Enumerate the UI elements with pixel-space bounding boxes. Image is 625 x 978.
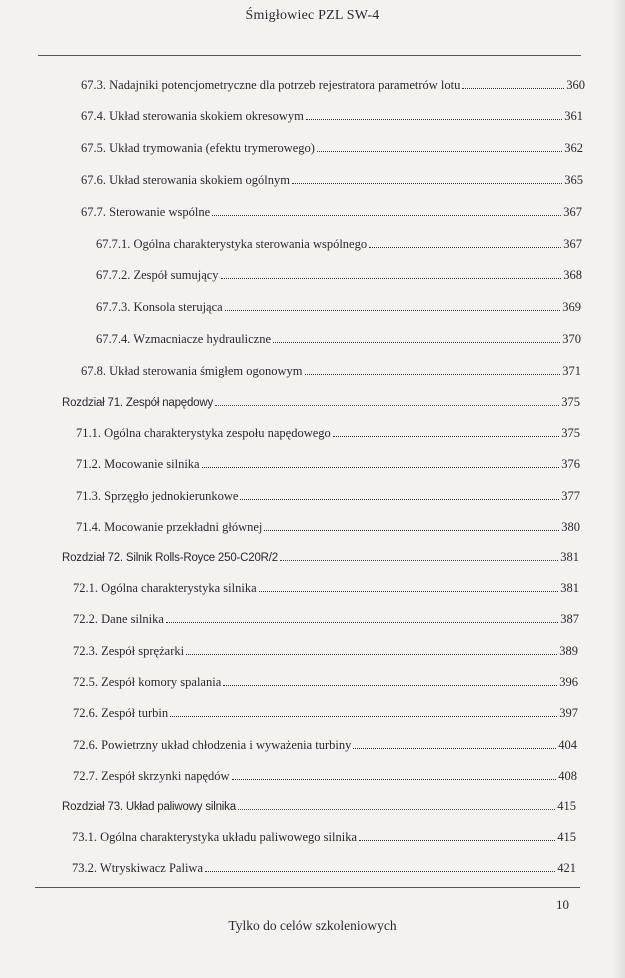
toc-entry-page: 367	[563, 205, 582, 219]
toc-entry-title: 73.1. Ogólna charakterystyka układu paliwowego silnika	[72, 830, 357, 844]
toc-entry-page: 367	[563, 237, 582, 251]
toc-entry-page: 375	[561, 395, 580, 409]
toc-entry	[73, 705, 578, 721]
toc-entry-page: 380	[561, 520, 580, 534]
toc-entry	[72, 829, 576, 845]
page-number: 10	[556, 897, 569, 912]
toc-chapter-entry	[62, 798, 576, 814]
toc-entry-title: 67.5. Układ trymowania (efektu trymerowego)	[81, 141, 315, 155]
dot-leader	[240, 488, 559, 500]
toc-entry	[81, 140, 583, 156]
toc-entry-title: 71.2. Mocowanie silnika	[76, 457, 200, 471]
toc-entry	[81, 204, 582, 220]
dot-leader	[292, 172, 562, 184]
toc-entry-title: 71.1. Ogólna charakterystyka zespołu napędowego	[76, 426, 331, 440]
toc-entry-title: 72.5. Zespół komory spalania	[73, 675, 222, 689]
page-header: Śmigłowiec PZL SW-4	[245, 8, 380, 23]
toc-entry-page: 415	[557, 799, 576, 813]
toc-entry-title: 67.7.3. Konsola sterująca	[96, 300, 223, 314]
dot-leader	[221, 267, 562, 279]
toc-entry	[96, 331, 581, 347]
dot-leader	[170, 705, 557, 717]
dot-leader	[166, 611, 558, 623]
toc-entry-page: 361	[564, 109, 583, 123]
toc-entry-title: 71.3. Sprzęgło jednokierunkowe	[76, 489, 239, 503]
toc-entry-page: 389	[559, 644, 578, 658]
toc-entry-page: 404	[558, 738, 577, 752]
dot-leader	[305, 363, 561, 375]
toc-entry-page: 370	[562, 332, 581, 346]
toc-entry-page: 397	[559, 706, 578, 720]
toc-entry	[81, 77, 585, 93]
dot-leader	[238, 798, 555, 810]
toc-entry	[73, 643, 578, 659]
toc-entry-page: 360	[566, 78, 585, 92]
toc-entry	[81, 363, 581, 379]
toc-entry-title: 72.1. Ogólna charakterystyka silnika	[73, 581, 257, 595]
toc-entry	[96, 236, 582, 252]
toc-entry	[73, 737, 577, 753]
dot-leader	[306, 108, 562, 120]
dot-leader	[280, 549, 558, 561]
toc-entry-title: Rozdział 73. Układ paliwowy silnika	[62, 801, 236, 813]
toc-entry-page: 362	[564, 141, 583, 155]
toc-entry-title: 72.6. Zespół turbin	[73, 706, 169, 720]
dot-leader	[369, 236, 561, 248]
toc-entry	[96, 267, 582, 283]
toc-entry	[76, 425, 580, 441]
toc-entry-title: 67.7.2. Zespół sumujący	[96, 268, 219, 282]
toc-entry-page: 387	[560, 612, 579, 626]
toc-entry-page: 408	[558, 769, 577, 783]
toc-entry-title: 67.8. Układ sterowania śmigłem ogonowym	[81, 364, 303, 378]
toc-entry	[73, 611, 579, 627]
toc-entry-title: 67.3. Nadajniki potencjometryczne dla potrzeb rejestratora parametrów lotu	[81, 78, 461, 92]
dot-leader	[223, 674, 557, 686]
dot-leader	[205, 860, 555, 872]
dot-leader	[359, 829, 555, 841]
toc-entry-page: 368	[563, 268, 582, 282]
toc-entry-page: 375	[561, 426, 580, 440]
toc-entry-title: Rozdział 71. Zespół napędowy	[62, 397, 214, 409]
dot-leader	[353, 737, 556, 749]
dot-leader	[462, 77, 564, 89]
dot-leader	[212, 204, 561, 216]
toc-entry	[73, 580, 579, 596]
toc-entry	[76, 488, 580, 504]
toc-entry-title: 67.7. Sterowanie wspólne	[81, 205, 211, 219]
dot-leader	[186, 643, 557, 655]
toc-chapter-entry	[62, 549, 579, 565]
dot-leader	[202, 456, 560, 468]
toc-entry-title: 73.2. Wtryskiwacz Paliwa	[72, 861, 203, 875]
toc-entry-page: 381	[560, 550, 579, 564]
dot-leader	[264, 519, 559, 531]
toc-entry-page: 415	[557, 830, 576, 844]
toc-entry-page: 369	[562, 300, 581, 314]
toc-entry-page: 365	[564, 173, 583, 187]
toc-entry-page: 381	[560, 581, 579, 595]
dot-leader	[232, 768, 557, 780]
toc-entry	[73, 674, 578, 690]
dot-leader	[333, 425, 559, 437]
toc-entry-page: 421	[557, 861, 576, 875]
toc-entry-title: Rozdział 72. Silnik Rolls-Royce 250-C20R/2	[62, 552, 278, 564]
toc-entry	[72, 860, 576, 876]
toc-chapter-entry	[62, 394, 580, 410]
toc-entry	[81, 108, 583, 124]
toc-entry	[96, 299, 581, 315]
toc-entry-title: 67.6. Układ sterowania skokiem ogólnym	[81, 173, 290, 187]
toc-entry-title: 67.7.4. Wzmacniacze hydrauliczne	[96, 332, 272, 346]
toc-entry-title: 67.4. Układ sterowania skokiem okresowym	[81, 109, 304, 123]
dot-leader	[225, 299, 561, 311]
toc-entry-title: 72.2. Dane silnika	[73, 612, 164, 626]
toc-entry-title: 72.7. Zespół skrzynki napędów	[73, 769, 230, 783]
dot-leader	[215, 394, 559, 406]
toc-entry-page: 371	[562, 364, 581, 378]
footer-note: Tylko do celów szkoleniowych	[228, 918, 397, 933]
toc-entry	[81, 172, 583, 188]
toc-entry-page: 377	[561, 489, 580, 503]
footer-rule	[35, 887, 580, 888]
toc-entry-title: 71.4. Mocowanie przekładni głównej	[76, 520, 263, 534]
toc-entry	[76, 519, 580, 535]
dot-leader	[273, 331, 560, 343]
toc-entry-title: 72.6. Powietrzny układ chłodzenia i wyważenia turbiny	[73, 738, 352, 752]
toc-entry-title: 67.7.1. Ogólna charakterystyka sterowania wspólnego	[96, 237, 368, 251]
toc-entry	[76, 456, 580, 472]
toc-entry	[73, 768, 577, 784]
toc-entry-page: 396	[559, 675, 578, 689]
toc-entry-title: 72.3. Zespół sprężarki	[73, 644, 185, 658]
dot-leader	[317, 140, 562, 152]
toc-entry-page: 376	[561, 457, 580, 471]
dot-leader	[259, 580, 559, 592]
